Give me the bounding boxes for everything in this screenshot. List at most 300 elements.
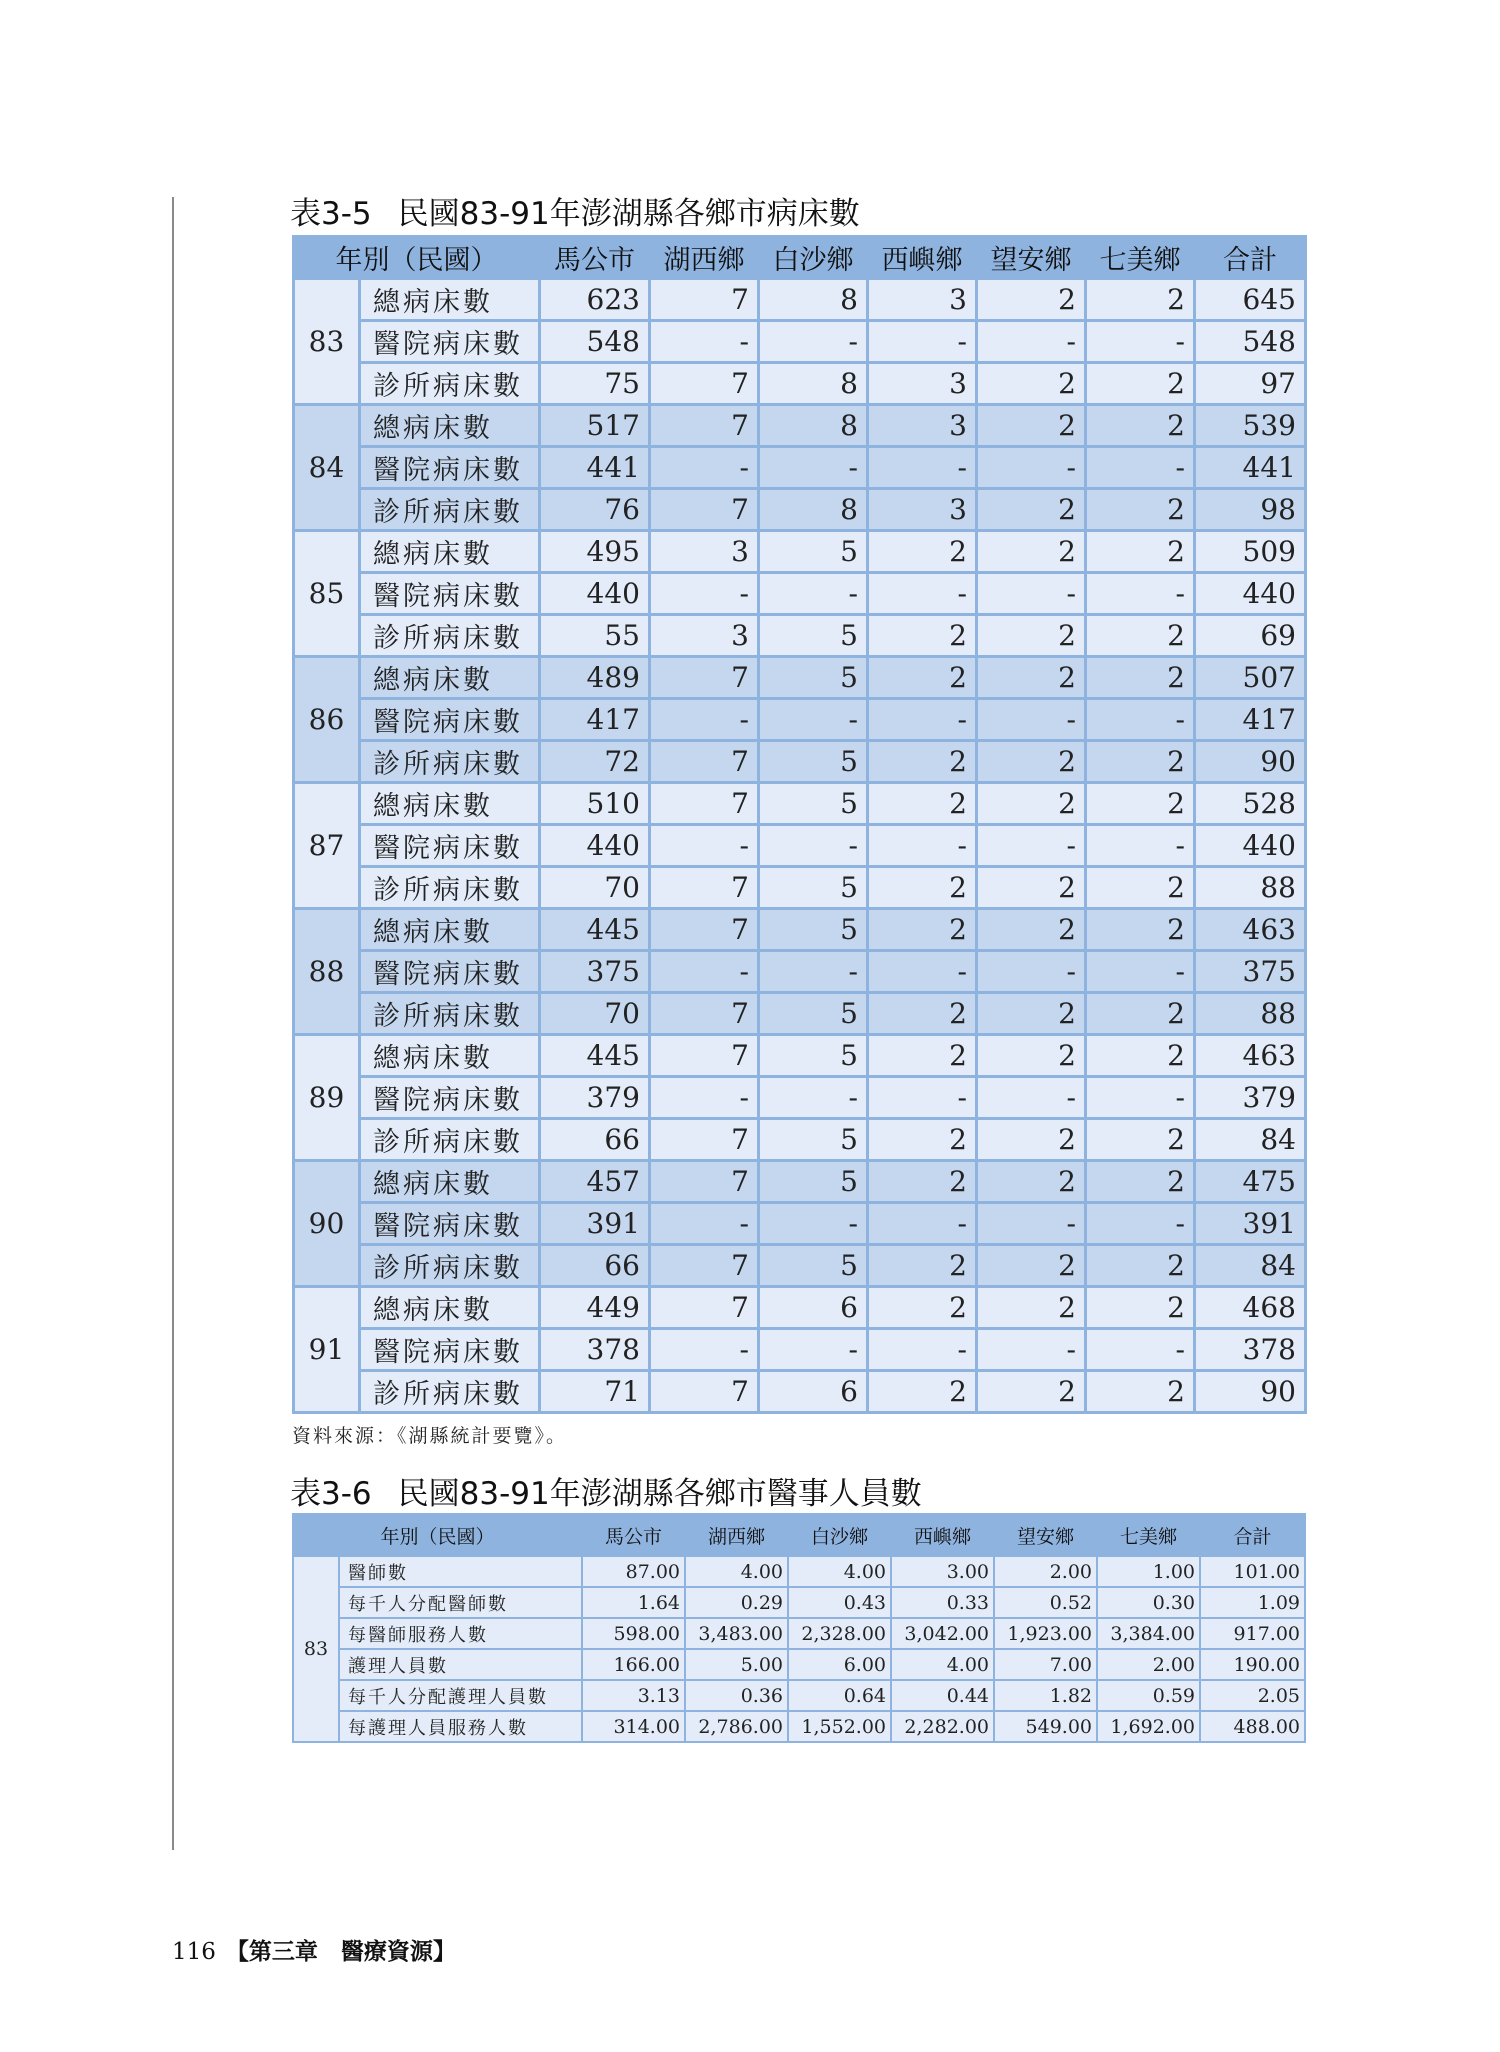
header-cell: 湖西鄉 [685, 1514, 788, 1556]
value-cell: 440 [540, 825, 650, 867]
table-row [294, 1203, 1306, 1245]
value-cell: 5 [759, 615, 868, 657]
value-cell: 417 [540, 699, 650, 741]
value-cell: 488.00 [1200, 1711, 1305, 1742]
value-cell: 2 [868, 615, 977, 657]
value-cell: - [868, 951, 977, 993]
value-cell: - [977, 1329, 1086, 1371]
year-group [294, 531, 1306, 657]
value-cell: 517 [540, 405, 650, 447]
value-cell: 7 [650, 783, 759, 825]
value-cell: 2 [1086, 1035, 1195, 1077]
value-cell: 2 [868, 1035, 977, 1077]
year-cell: 89 [294, 1035, 360, 1161]
value-cell: 7 [650, 741, 759, 783]
value-cell: 3 [868, 405, 977, 447]
value-cell: 66 [540, 1119, 650, 1161]
value-cell: 2 [1086, 279, 1195, 321]
value-cell: 190.00 [1200, 1649, 1305, 1680]
value-cell: 5 [759, 783, 868, 825]
value-cell: 3,483.00 [685, 1618, 788, 1649]
value-cell: - [650, 825, 759, 867]
item-label-cell: 每醫師服務人數 [339, 1618, 582, 1649]
value-cell: - [977, 447, 1086, 489]
value-cell: 2 [977, 657, 1086, 699]
value-cell: 2 [868, 741, 977, 783]
value-cell: 3 [868, 489, 977, 531]
item-label-cell: 診所病床數 [360, 489, 540, 531]
hospital-beds-table [292, 235, 1307, 1414]
table-3-6-title [290, 1468, 922, 1513]
value-cell: 5 [759, 531, 868, 573]
header-cell: 望安鄉 [977, 237, 1086, 279]
value-cell: 166.00 [582, 1649, 685, 1680]
page-margin-rule [172, 197, 174, 1850]
chapter-title: 【第三章 醫療資源】 [225, 1938, 456, 1965]
value-cell: 3 [650, 531, 759, 573]
value-cell: 3 [868, 279, 977, 321]
header-cell: 合計 [1200, 1514, 1305, 1556]
value-cell: 3 [868, 363, 977, 405]
header-row [294, 237, 1306, 279]
value-cell: - [650, 699, 759, 741]
value-cell: - [759, 573, 868, 615]
value-cell: 75 [540, 363, 650, 405]
table-row [294, 489, 1306, 531]
value-cell: 440 [540, 573, 650, 615]
value-cell: 90 [1195, 1371, 1306, 1413]
item-label-cell: 醫院病床數 [360, 321, 540, 363]
value-cell: 2 [977, 1287, 1086, 1329]
item-label-cell: 醫院病床數 [360, 1077, 540, 1119]
value-cell: - [868, 1329, 977, 1371]
value-cell: 379 [540, 1077, 650, 1119]
header-cell: 合計 [1195, 237, 1306, 279]
header-cell: 白沙鄉 [759, 237, 868, 279]
value-cell: 2 [868, 867, 977, 909]
table-row [294, 909, 1306, 951]
value-cell: - [868, 1203, 977, 1245]
table-row [294, 615, 1306, 657]
table-row [294, 363, 1306, 405]
value-cell: 8 [759, 279, 868, 321]
value-cell: 463 [1195, 1035, 1306, 1077]
year-cell: 90 [294, 1161, 360, 1287]
value-cell: 2 [1086, 531, 1195, 573]
value-cell: 7 [650, 363, 759, 405]
value-cell: 375 [540, 951, 650, 993]
header-cell: 馬公市 [582, 1514, 685, 1556]
year-cell: 84 [294, 405, 360, 531]
value-cell: 3,384.00 [1097, 1618, 1200, 1649]
value-cell: 2.00 [1097, 1649, 1200, 1680]
value-cell: 7 [650, 1161, 759, 1203]
value-cell: 2 [868, 1371, 977, 1413]
value-cell: 1.09 [1200, 1587, 1305, 1618]
value-cell: 8 [759, 405, 868, 447]
item-label-cell: 診所病床數 [360, 615, 540, 657]
value-cell: 0.30 [1097, 1587, 1200, 1618]
value-cell: 379 [1195, 1077, 1306, 1119]
value-cell: 2 [1086, 909, 1195, 951]
value-cell: 7 [650, 1245, 759, 1287]
item-label-cell: 醫院病床數 [360, 825, 540, 867]
value-cell: 645 [1195, 279, 1306, 321]
value-cell: 549.00 [994, 1711, 1097, 1742]
table-row [294, 405, 1306, 447]
value-cell: 2 [868, 993, 977, 1035]
value-cell: 468 [1195, 1287, 1306, 1329]
value-cell: - [868, 447, 977, 489]
value-cell: - [977, 699, 1086, 741]
value-cell: 2 [868, 783, 977, 825]
item-label-cell: 總病床數 [360, 1287, 540, 1329]
value-cell: 441 [540, 447, 650, 489]
table-row [293, 1618, 1305, 1649]
value-cell: - [759, 1203, 868, 1245]
value-cell: 101.00 [1200, 1556, 1305, 1587]
header-cell: 湖西鄉 [650, 237, 759, 279]
item-label-cell: 醫院病床數 [360, 1203, 540, 1245]
value-cell: - [977, 573, 1086, 615]
value-cell: 69 [1195, 615, 1306, 657]
value-cell: 1.82 [994, 1680, 1097, 1711]
value-cell: 6 [759, 1371, 868, 1413]
value-cell: 2 [1086, 489, 1195, 531]
item-label-cell: 總病床數 [360, 1161, 540, 1203]
year-group [293, 1556, 1305, 1742]
value-cell: 7 [650, 909, 759, 951]
item-label-cell: 總病床數 [360, 909, 540, 951]
value-cell: 2 [868, 657, 977, 699]
item-label-cell: 醫師數 [339, 1556, 582, 1587]
year-group [294, 909, 1306, 1035]
value-cell: 1.64 [582, 1587, 685, 1618]
value-cell: - [1086, 1329, 1195, 1371]
value-cell: 0.33 [891, 1587, 994, 1618]
value-cell: 0.36 [685, 1680, 788, 1711]
year-group [294, 1161, 1306, 1287]
value-cell: 2 [977, 993, 1086, 1035]
table-row [294, 867, 1306, 909]
table-3-5-title [290, 188, 860, 233]
value-cell: 2 [868, 1245, 977, 1287]
table-row [294, 531, 1306, 573]
item-label-cell: 總病床數 [360, 783, 540, 825]
header-cell: 年別（民國） [293, 1514, 582, 1556]
header-cell: 望安鄉 [994, 1514, 1097, 1556]
value-cell: 5 [759, 1245, 868, 1287]
table-row [293, 1711, 1305, 1742]
header-cell: 馬公市 [540, 237, 650, 279]
value-cell: - [1086, 1203, 1195, 1245]
year-cell: 83 [294, 279, 360, 405]
value-cell: 8 [759, 489, 868, 531]
year-cell: 87 [294, 783, 360, 909]
value-cell: - [650, 1203, 759, 1245]
page-number: 116 [172, 1939, 216, 1965]
value-cell: 2,328.00 [788, 1618, 891, 1649]
value-cell: 2 [977, 1245, 1086, 1287]
value-cell: 1.00 [1097, 1556, 1200, 1587]
value-cell: 548 [1195, 321, 1306, 363]
value-cell: - [759, 699, 868, 741]
table-row [293, 1587, 1305, 1618]
table-title-text: 民國83-91年澎湖縣各鄉市病床數 [397, 196, 860, 232]
value-cell: 2 [977, 909, 1086, 951]
value-cell: - [977, 1077, 1086, 1119]
value-cell: 0.52 [994, 1587, 1097, 1618]
value-cell: 72 [540, 741, 650, 783]
value-cell: - [977, 825, 1086, 867]
table-row [294, 1245, 1306, 1287]
value-cell: 2,282.00 [891, 1711, 994, 1742]
value-cell: 528 [1195, 783, 1306, 825]
value-cell: 2 [868, 1287, 977, 1329]
value-cell: 457 [540, 1161, 650, 1203]
item-label-cell: 醫院病床數 [360, 1329, 540, 1371]
value-cell: 0.43 [788, 1587, 891, 1618]
item-label-cell: 護理人員數 [339, 1649, 582, 1680]
item-label-cell: 總病床數 [360, 657, 540, 699]
value-cell: - [650, 951, 759, 993]
value-cell: - [650, 573, 759, 615]
table-row [294, 825, 1306, 867]
value-cell: - [650, 1329, 759, 1371]
year-group [294, 783, 1306, 909]
item-label-cell: 診所病床數 [360, 363, 540, 405]
value-cell: 1,923.00 [994, 1618, 1097, 1649]
table-row [294, 279, 1306, 321]
medical-staff-table [292, 1513, 1306, 1743]
value-cell: - [1086, 573, 1195, 615]
value-cell: 7 [650, 867, 759, 909]
value-cell: 7.00 [994, 1649, 1097, 1680]
value-cell: 84 [1195, 1119, 1306, 1161]
value-cell: - [868, 321, 977, 363]
value-cell: 449 [540, 1287, 650, 1329]
value-cell: 2 [1086, 363, 1195, 405]
table-row [294, 321, 1306, 363]
value-cell: 5 [759, 741, 868, 783]
value-cell: 7 [650, 1119, 759, 1161]
value-cell: 3.00 [891, 1556, 994, 1587]
header-cell: 七美鄉 [1086, 237, 1195, 279]
value-cell: - [868, 825, 977, 867]
table-row [294, 783, 1306, 825]
table-row [293, 1649, 1305, 1680]
value-cell: 4.00 [685, 1556, 788, 1587]
item-label-cell: 診所病床數 [360, 741, 540, 783]
table-row [294, 1161, 1306, 1203]
item-label-cell: 每千人分配護理人員數 [339, 1680, 582, 1711]
value-cell: 391 [1195, 1203, 1306, 1245]
value-cell: 623 [540, 279, 650, 321]
year-group [294, 1035, 1306, 1161]
header-cell: 年別（民國） [294, 237, 540, 279]
value-cell: 440 [1195, 573, 1306, 615]
value-cell: - [868, 573, 977, 615]
value-cell: - [650, 321, 759, 363]
source-note: 資料來源：《湖縣統計要覽》。 [292, 1425, 568, 1447]
item-label-cell: 總病床數 [360, 1035, 540, 1077]
value-cell: 2.05 [1200, 1680, 1305, 1711]
item-label-cell: 診所病床數 [360, 1245, 540, 1287]
value-cell: 4.00 [891, 1649, 994, 1680]
value-cell: 375 [1195, 951, 1306, 993]
value-cell: 97 [1195, 363, 1306, 405]
value-cell: 2 [977, 615, 1086, 657]
value-cell: 5 [759, 1035, 868, 1077]
value-cell: 5 [759, 909, 868, 951]
item-label-cell: 每千人分配醫師數 [339, 1587, 582, 1618]
table-row [294, 657, 1306, 699]
value-cell: 8 [759, 363, 868, 405]
value-cell: 510 [540, 783, 650, 825]
table-row [294, 1077, 1306, 1119]
value-cell: 2 [1086, 1245, 1195, 1287]
table-row [294, 447, 1306, 489]
value-cell: 7 [650, 489, 759, 531]
item-label-cell: 醫院病床數 [360, 699, 540, 741]
value-cell: 5 [759, 993, 868, 1035]
value-cell: 2 [1086, 615, 1195, 657]
year-cell: 83 [293, 1556, 339, 1742]
value-cell: 2 [977, 867, 1086, 909]
value-cell: 2 [1086, 405, 1195, 447]
value-cell: 70 [540, 867, 650, 909]
value-cell: 2 [1086, 1119, 1195, 1161]
value-cell: 2 [977, 741, 1086, 783]
value-cell: - [759, 321, 868, 363]
value-cell: 2 [977, 1161, 1086, 1203]
table-row [294, 1287, 1306, 1329]
value-cell: 5 [759, 867, 868, 909]
value-cell: 2 [868, 531, 977, 573]
value-cell: 3 [650, 615, 759, 657]
value-cell: 76 [540, 489, 650, 531]
value-cell: 6 [759, 1287, 868, 1329]
value-cell: 5 [759, 1119, 868, 1161]
value-cell: 495 [540, 531, 650, 573]
value-cell: 2 [977, 1035, 1086, 1077]
value-cell: - [977, 951, 1086, 993]
value-cell: 2.00 [994, 1556, 1097, 1587]
value-cell: 2,786.00 [685, 1711, 788, 1742]
value-cell: 2 [1086, 783, 1195, 825]
value-cell: 2 [868, 1119, 977, 1161]
value-cell: 7 [650, 279, 759, 321]
table-row [294, 1119, 1306, 1161]
table-row [294, 699, 1306, 741]
item-label-cell: 診所病床數 [360, 993, 540, 1035]
value-cell: 2 [868, 1161, 977, 1203]
value-cell: 440 [1195, 825, 1306, 867]
value-cell: - [868, 699, 977, 741]
value-cell: - [1086, 699, 1195, 741]
value-cell: 70 [540, 993, 650, 1035]
item-label-cell: 總病床數 [360, 279, 540, 321]
value-cell: 7 [650, 993, 759, 1035]
value-cell: 55 [540, 615, 650, 657]
value-cell: - [1086, 825, 1195, 867]
value-cell: 509 [1195, 531, 1306, 573]
item-label-cell: 醫院病床數 [360, 447, 540, 489]
value-cell: 548 [540, 321, 650, 363]
table-row [294, 573, 1306, 615]
value-cell: - [977, 1203, 1086, 1245]
item-label-cell: 每護理人員服務人數 [339, 1711, 582, 1742]
value-cell: - [1086, 447, 1195, 489]
table-row [294, 741, 1306, 783]
value-cell: 66 [540, 1245, 650, 1287]
value-cell: 2 [977, 279, 1086, 321]
value-cell: 445 [540, 909, 650, 951]
value-cell: 7 [650, 405, 759, 447]
value-cell: 90 [1195, 741, 1306, 783]
value-cell: 0.59 [1097, 1680, 1200, 1711]
header-cell: 西嶼鄉 [868, 237, 977, 279]
year-group [294, 279, 1306, 405]
value-cell: 98 [1195, 489, 1306, 531]
value-cell: 1,552.00 [788, 1711, 891, 1742]
table-row [293, 1556, 1305, 1587]
value-cell: - [868, 1077, 977, 1119]
value-cell: - [759, 1077, 868, 1119]
value-cell: 0.44 [891, 1680, 994, 1711]
table-row [294, 1035, 1306, 1077]
value-cell: 489 [540, 657, 650, 699]
table-row [294, 1371, 1306, 1413]
item-label-cell: 診所病床數 [360, 867, 540, 909]
value-cell: 0.29 [685, 1587, 788, 1618]
item-label-cell: 醫院病床數 [360, 951, 540, 993]
table-row [294, 951, 1306, 993]
year-group [294, 657, 1306, 783]
value-cell: 84 [1195, 1245, 1306, 1287]
table-row [294, 993, 1306, 1035]
value-cell: 7 [650, 657, 759, 699]
value-cell: 378 [540, 1329, 650, 1371]
value-cell: 88 [1195, 993, 1306, 1035]
value-cell: 2 [977, 531, 1086, 573]
value-cell: 445 [540, 1035, 650, 1077]
value-cell: 378 [1195, 1329, 1306, 1371]
value-cell: - [759, 951, 868, 993]
value-cell: 2 [1086, 657, 1195, 699]
item-label-cell: 醫院病床數 [360, 573, 540, 615]
value-cell: 3,042.00 [891, 1618, 994, 1649]
table-label: 表3-5 [290, 196, 372, 232]
value-cell: - [650, 447, 759, 489]
value-cell: 2 [1086, 741, 1195, 783]
value-cell: 7 [650, 1035, 759, 1077]
value-cell: 2 [1086, 1161, 1195, 1203]
value-cell: 917.00 [1200, 1618, 1305, 1649]
value-cell: 441 [1195, 447, 1306, 489]
value-cell: 598.00 [582, 1618, 685, 1649]
header-cell: 西嶼鄉 [891, 1514, 994, 1556]
value-cell: 5 [759, 1161, 868, 1203]
value-cell: 2 [977, 783, 1086, 825]
value-cell: - [759, 1329, 868, 1371]
table-title-text: 民國83-91年澎湖縣各鄉市醫事人員數 [397, 1476, 922, 1512]
value-cell: 463 [1195, 909, 1306, 951]
value-cell: 4.00 [788, 1556, 891, 1587]
value-cell: - [1086, 951, 1195, 993]
value-cell: 475 [1195, 1161, 1306, 1203]
page-footer [172, 1933, 456, 1966]
